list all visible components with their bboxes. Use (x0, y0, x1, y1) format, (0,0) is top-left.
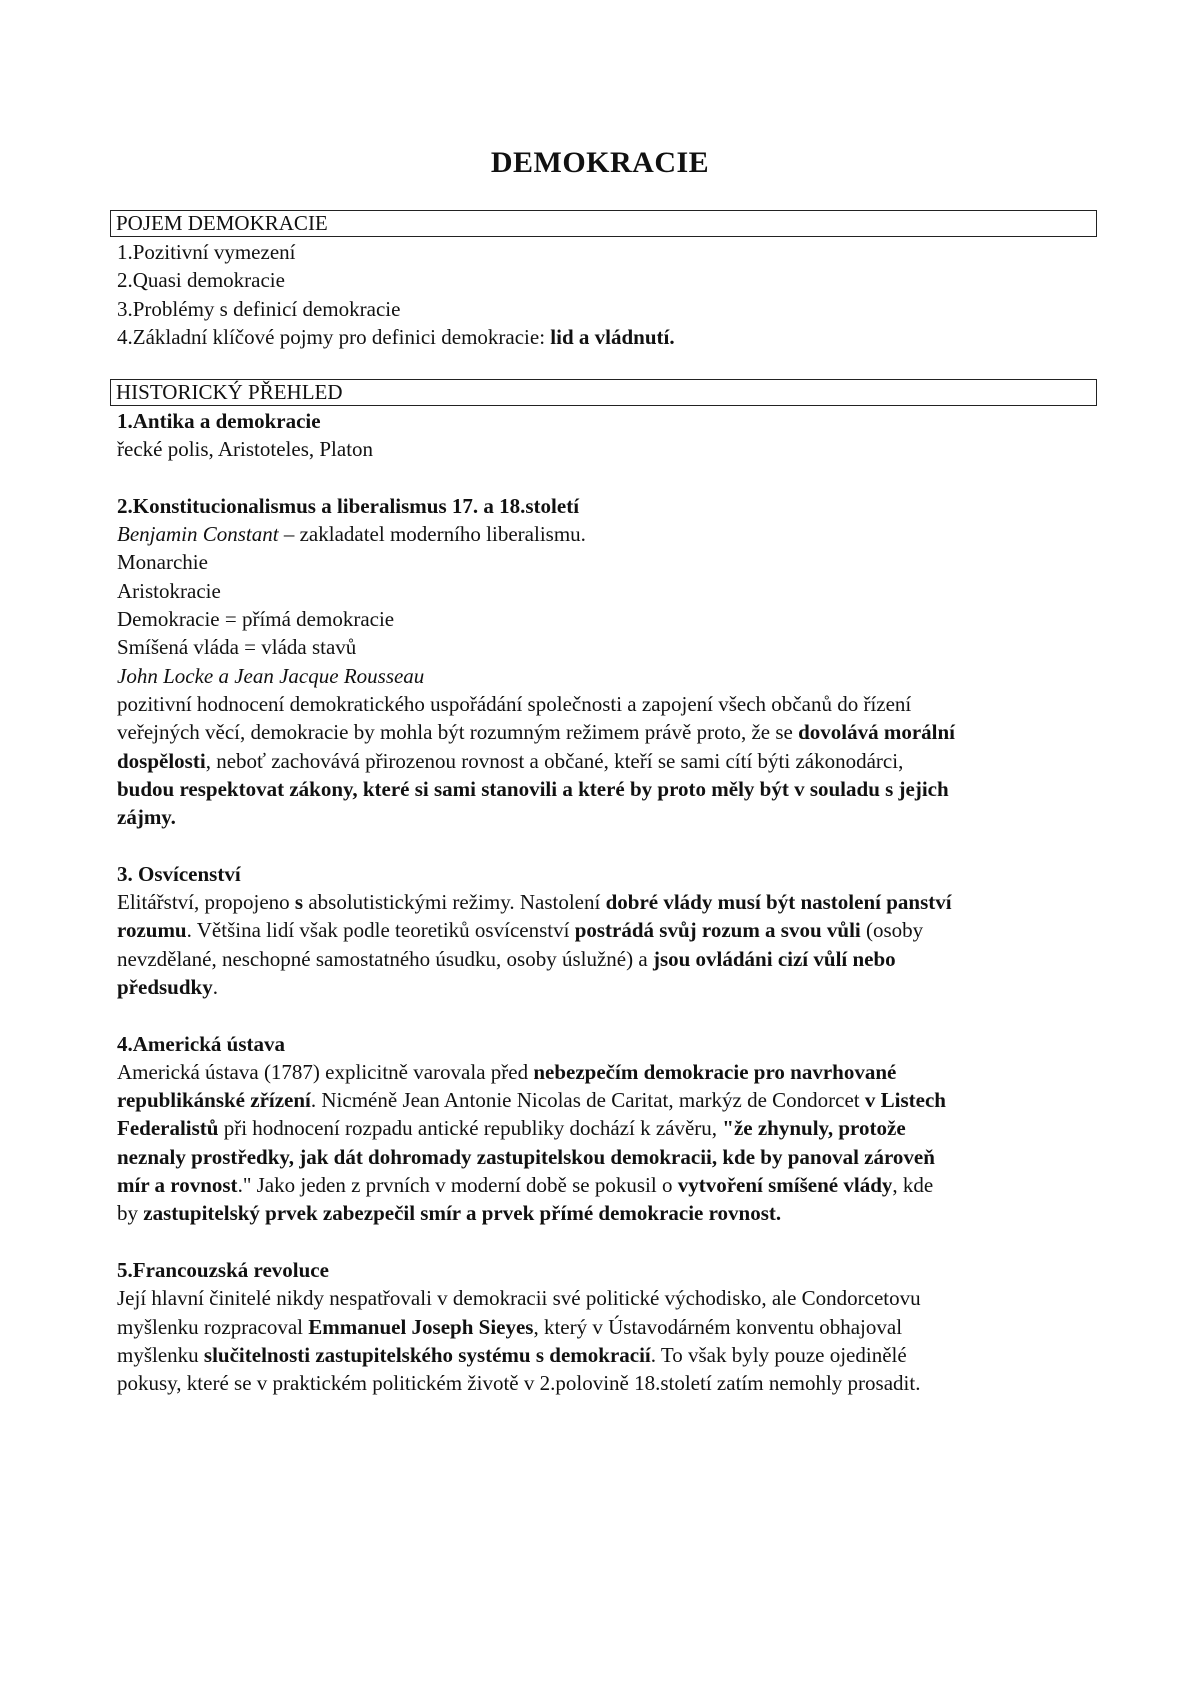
paragraph-line: předsudky. (117, 974, 218, 999)
paragraph-line: Její hlavní činitelé nikdy nespatřovali v demokracii své politické východisko, ale Condorcetovu (117, 1286, 921, 1311)
paragraph-line: republikánské zřízení. Nicméně Jean Antonie Nicolas de Caritat, markýz de Condorcet v Listech (117, 1088, 946, 1113)
list-item: Demokracie = přímá demokracie (117, 607, 395, 632)
paragraph-line: Federalistů při hodnocení rozpadu antické republiky dochází k závěru, "že zhynuly, protože (117, 1116, 906, 1141)
paragraph-line: by zastupitelský prvek zabezpečil smír a prvek přímé demokracie rovnost. (117, 1201, 782, 1226)
paragraph-line: Elitářství, propojeno s absolutistickými režimy. Nastolení dobré vlády musí být nastolení panství (117, 890, 952, 915)
list-item: 3.Problémy s definicí demokracie (117, 296, 401, 321)
paragraph-line: budou respektovat zákony, které si sami stanovili a které by proto měly být v souladu s jejich (117, 776, 949, 801)
paragraph-line: pozitivní hodnocení demokratického uspořádání společnosti a zapojení všech občanů do řízení (117, 691, 912, 716)
list-item: 4.Základní klíčové pojmy pro definici demokracie: lid a vládnutí. (117, 324, 675, 349)
paragraph-line: rozumu. Většina lidí však podle teoretiků osvícenství postrádá svůj rozum a svou vůli (osoby (117, 918, 924, 943)
paragraph-line: mír a rovnost." Jako jeden z prvních v moderní době se pokusil o vytvoření smíšené vlády, kde (117, 1173, 934, 1198)
paragraph-line: dospělosti, neboť zachovává přirozenou rovnost a občané, kteří se sami cítí býti zákonodárci, (117, 748, 904, 773)
paragraph-line: pokusy, které se v praktickém politickém životě v 2.polovině 18.století zatím nemohly prosadit. (117, 1371, 921, 1396)
constant-line: Benjamin Constant – zakladatel moderního liberalismu. (117, 522, 586, 547)
subheading-americka-ustava: 4.Americká ústava (117, 1031, 285, 1056)
list-item: Smíšená vláda = vláda stavů (117, 635, 357, 660)
locke-rousseau-line: John Locke a Jean Jacque Rousseau (117, 663, 425, 688)
page-title: DEMOKRACIE (490, 146, 710, 179)
list-item: 2.Quasi demokracie (117, 268, 285, 293)
historicky-body (117, 407, 1102, 1397)
paragraph-line: myšlenku rozpracoval Emmanuel Joseph Sieyes, který v Ústavodárném konventu obhajoval (117, 1314, 903, 1339)
subheading-antika: 1.Antika a demokracie (117, 409, 321, 433)
subheading-konstitucionalismus: 2.Konstitucionalismus a liberalismus 17. a 18.století (117, 493, 580, 518)
antika-text: řecké polis, Aristoteles, Platon (117, 437, 374, 462)
paragraph-line: myšlenku slučitelnosti zastupitelského systému s demokracií. To však byly pouze ojedinělé (117, 1342, 907, 1367)
section-heading-pojem: POJEM DEMOKRACIE (110, 210, 1097, 237)
paragraph-line: nevzdělané, neschopné samostatného úsudku, osoby úslužné) a jsou ovládáni cizí vůlí nebo (117, 946, 896, 971)
paragraph-line: neznaly prostředky, jak dát dohromady zastupitelskou demokracii, kde by panoval zároveň (117, 1144, 935, 1169)
subheading-osvicenstvi: 3. Osvícenství (117, 861, 241, 886)
paragraph-line: zájmy. (117, 805, 176, 830)
paragraph-line: Americká ústava (1787) explicitně varovala před nebezpečím demokracie pro navrhované (117, 1059, 897, 1084)
pojem-list (117, 238, 1102, 351)
subheading-francouzska-revoluce: 5.Francouzská revoluce (117, 1257, 329, 1282)
list-item: Monarchie (117, 550, 208, 575)
list-item: 1.Pozitivní vymezení (117, 240, 296, 264)
paragraph-line: veřejných věcí, demokracie by mohla být rozumným režimem právě proto, že se dovolává morální (117, 720, 956, 745)
section-heading-historicky: HISTORICKÝ PŘEHLED (110, 379, 1097, 406)
list-item: Aristokracie (117, 578, 221, 603)
